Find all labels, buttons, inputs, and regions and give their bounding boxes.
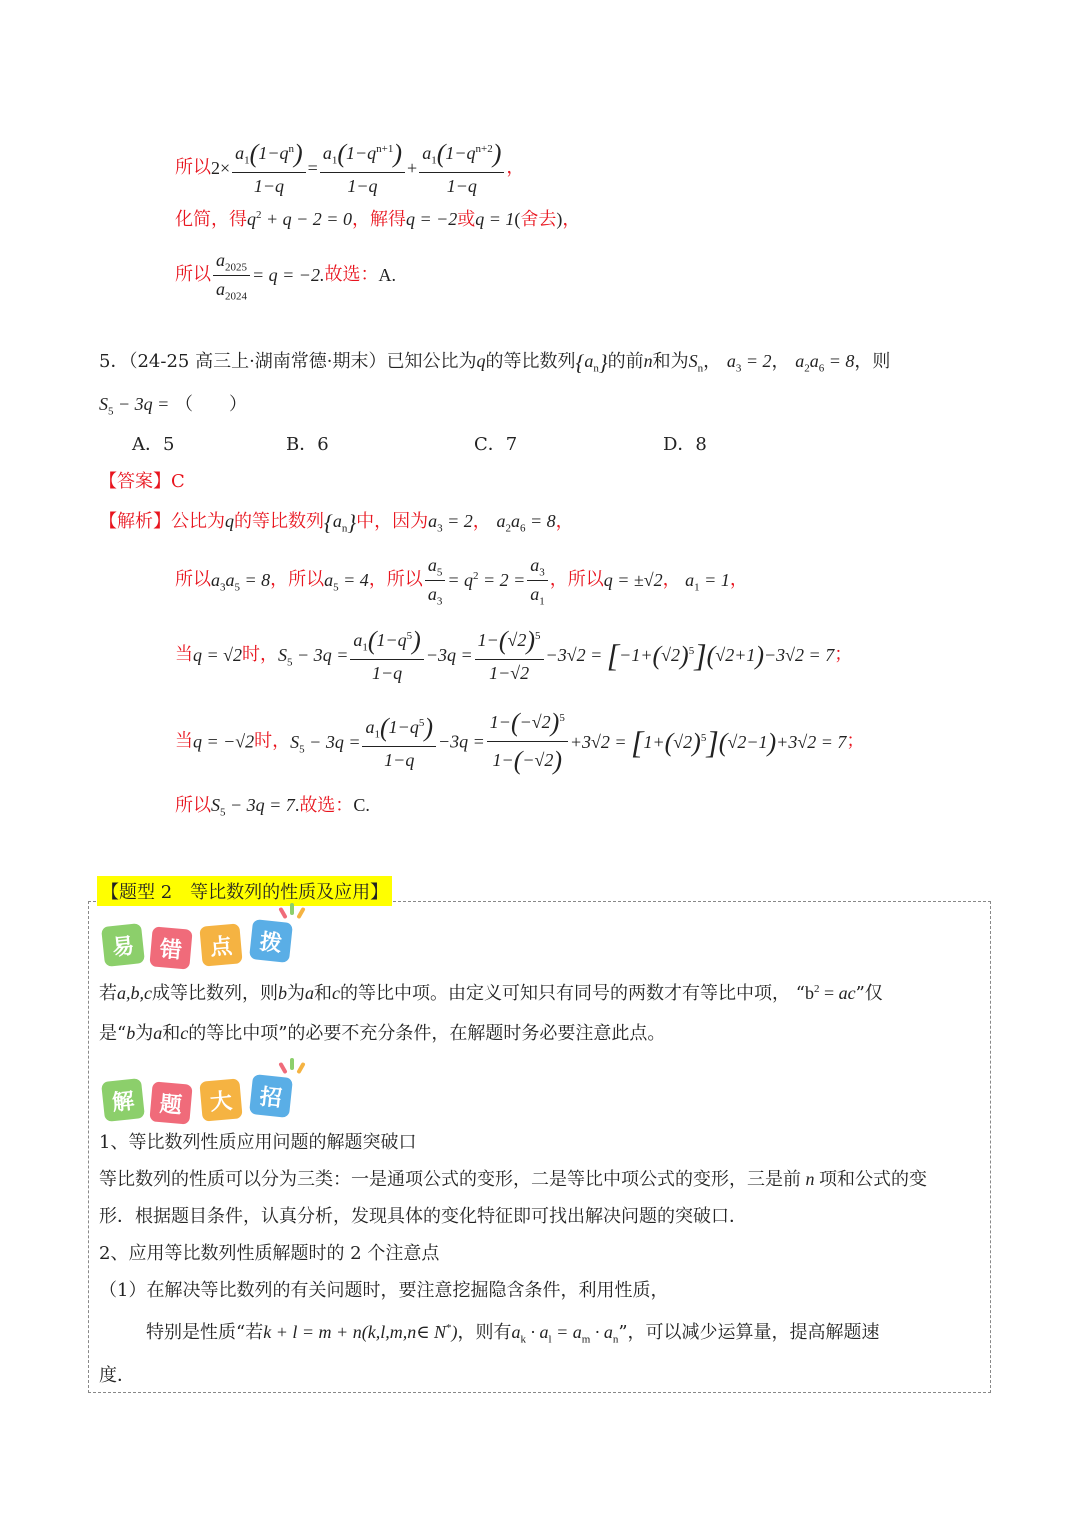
answer-line: 【答案】C: [99, 471, 185, 492]
tile-2: 题: [149, 1081, 192, 1124]
q5-stem-2: $S_5 - 3q$ = （ ）: [99, 394, 248, 418]
tile-4: 拨: [249, 919, 293, 963]
prev-line-2: 化简，得$q^2 + q - 2 = 0$，解得q = −2或q = 1(舍去)，: [175, 209, 581, 230]
tip2-item-2: 特别是性质“若k + l = m + n(k,l,m,n∈ N*)，则有$a_k \cdot a_l = a_m \cdot a_n$”，可以减少运算量，提高解题速: [146, 1322, 880, 1346]
option-c: C．7: [474, 434, 518, 455]
prev-line-1: 所以2× $\frac{a_1(1-q^n)}{1-q}$ = $\frac{a_1(1-q^{n+1})}{1-q}$ + $\frac{a_1(1-q^{n+2})}{1-q}$ ，: [175, 139, 525, 197]
option-a: A．5: [132, 434, 175, 455]
tile-1: 解: [101, 1078, 145, 1122]
option-d: D．8: [663, 434, 707, 455]
tile-2: 错: [149, 926, 192, 969]
tile-3: 点: [199, 923, 242, 966]
tip2-item-1: （1）在解决等比数列的有关问题时，要注意挖掘隐含条件，利用性质，: [99, 1280, 669, 1301]
option-b: B．6: [286, 434, 329, 455]
step-line-1: 所以$a_3a_5 = 8$，所以$a_5 = 4$，所以 $\frac{a_5}{a_3}$ = $q^2 = 2$ = $\frac{a_3}{a_1}$ ，所以q = ±√2， $a_1 = 1$，: [175, 555, 748, 608]
tip1-body-1: 等比数列的性质可以分为三类：一是通项公式的变形，二是等比中项公式的变形，三是前 n 项和公式的变: [99, 1169, 927, 1190]
spark-icon: [290, 903, 294, 915]
tip1-body-2: 形．根据题目条件，认真分析，发现具体的变化特征即可找出解决问题的突破口．: [99, 1206, 747, 1227]
tile-1: 易: [101, 923, 145, 967]
tip1-title: 1、等比数列性质应用问题的解题突破口: [99, 1132, 417, 1153]
prev-line-3: 所以 $\frac{a_{2025}}{a_{2024}}$ = q = −2.故选：A.: [175, 250, 396, 303]
q5-stem: 5．（24-25 高三上·湖南常德·期末）已知公比为q的等比数列$\{a_n\}$的前n和为$S_n$， $a_3 = 2$， $a_2a_6 = 8$，则: [99, 350, 891, 375]
final-line: 所以$S_5 - 3q = 7$.故选：C.: [175, 795, 370, 819]
tip2-title: 2、应用等比数列性质解题时的 2 个注意点: [99, 1243, 440, 1264]
spark-icon: [290, 1058, 294, 1070]
mistake-line-1: 若a,b,c成等比数列，则b为a和c的等比中项。由定义可知只有同号的两数才有等比中项， “$b^2$ = ac”仅: [99, 983, 883, 1004]
tile-3: 大: [199, 1078, 242, 1121]
case-line-2: 当q = −√2时，$S_5 - 3q$ = $\frac{a_1(1-q^5)}{1-q}$ −3q = $\frac{1-(-√2)^5}{1-(-√2)}$ $+3√2 = [1+(√2)^5](√2-1)+3√2 = 7$；: [175, 708, 865, 776]
tile-4: 招: [249, 1074, 293, 1118]
tip2-item-3: 度．: [99, 1365, 135, 1386]
mistake-line-2: 是“b为a和c的等比中项”的必要不充分条件，在解题时务必要注意此点。: [99, 1023, 666, 1044]
section-tag: 【题型 2 等比数列的性质及应用】: [97, 876, 392, 906]
case-line-1: 当q = √2时，$S_5 - 3q$ = $\frac{a_1(1-q^5)}{1-q}$ −3q = $\frac{1-(√2)^5}{1-√2}$ $-3√2 = [-1+(√2)^5](√2+1)-3√2 = 7$；: [175, 626, 853, 684]
analysis-line: 【解析】公比为q的等比数列$\{a_n\}$中，因为$a_3 = 2$， $a_2a_6 = 8$，: [99, 510, 574, 535]
